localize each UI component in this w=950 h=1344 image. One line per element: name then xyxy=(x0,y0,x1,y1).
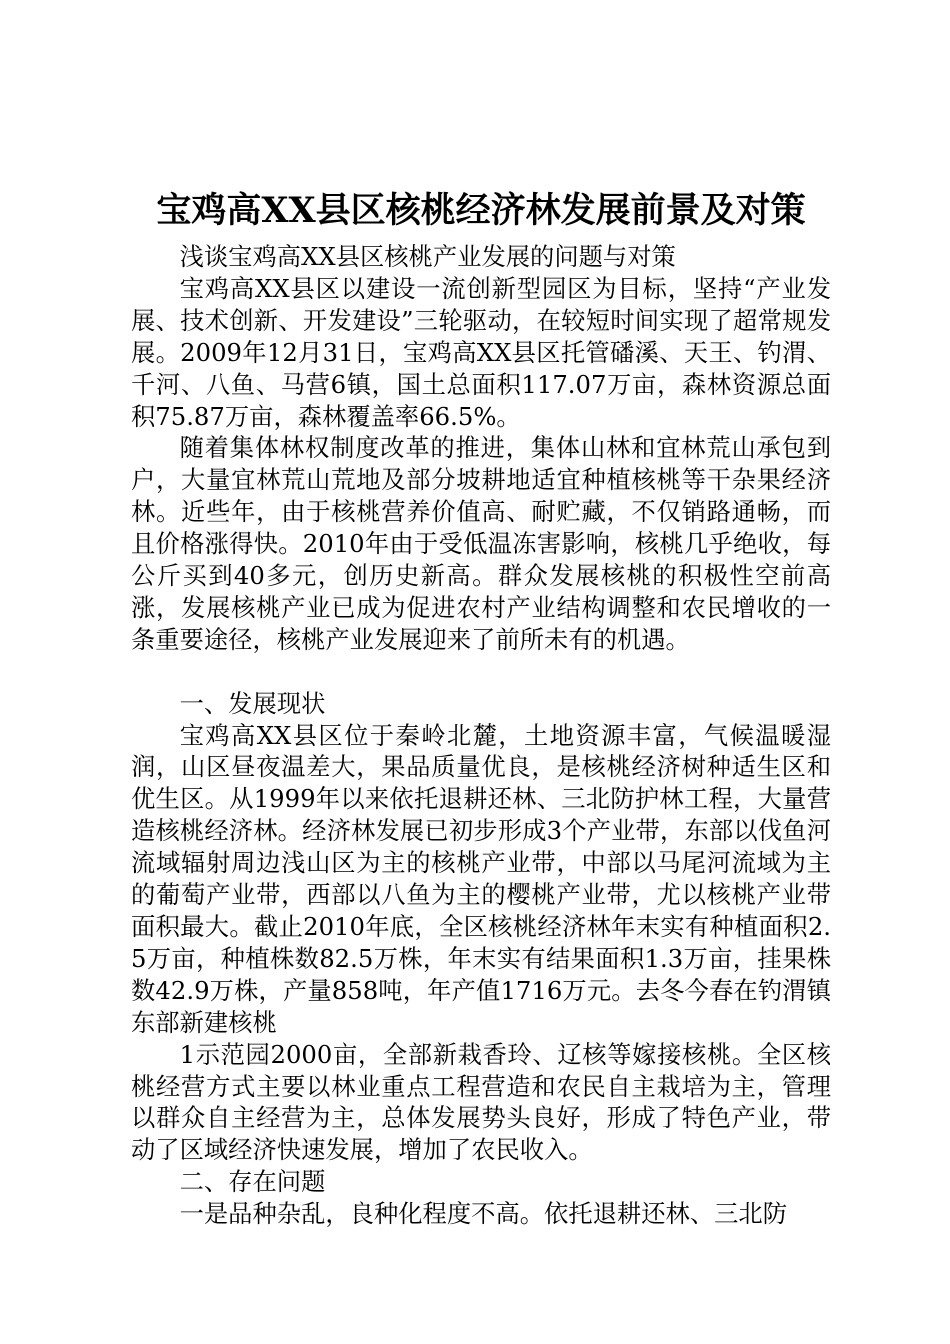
subtitle-paragraph: 浅谈宝鸡高XX县区核桃产业发展的问题与对策 xyxy=(179,242,676,271)
intro-paragraph: 宝鸡高XX县区以建设一流创新型园区为目标，坚持“产业发展、技术创新、开发建设”三轮驱动，在较短时间实现了超常规发展。2009年12月31日，宝鸡高XX县区托管磻溪、天王、钓渭、千河、八鱼、马营6镇，国土总面积117.07万亩，森林资源总面积75.87万亩，森林覆盖率66.5%。 xyxy=(131,273,831,431)
problem-one-paragraph: 一是品种杂乱，良种化程度不高。依托退耕还林、三北防 xyxy=(179,1199,788,1229)
blank-line xyxy=(131,656,831,688)
demo-garden-paragraph: 1示范园2000亩，全部新栽香玲、辽核等嫁接核桃。全区核桃经营方式主要以林业重点工程营造和农民自主栽培为主，管理以群众自主经营为主，总体发展势头良好，形成了特色产业，带动了区域经济快速发展，增加了农民收入。 xyxy=(131,1039,831,1165)
document-page xyxy=(131,185,831,1230)
document-body xyxy=(131,241,831,1230)
section-heading-status: 一、发展现状 xyxy=(179,688,326,718)
status-paragraph: 宝鸡高XX县区位于秦岭北麓，土地资源丰富，气候温暖湿润，山区昼夜温差大，果品质量优良，是核桃经济树种适生区和优生区。从1999年以来依托退耕还林、三北防护林工程，大量营造核桃经济林。经济林发展已初步形成3个产业带，东部以伐鱼河流域辐射周边浅山区为主的核桃产业带，中部以马尾河流域为主的葡萄产业带，西部以八鱼为主的樱桃产业带，尤以核桃产业带面积最大。截止2010年底，全区核桃经济林年末实有种植面积2.5万亩，种植株数82.5万株，年末实有结果面积1.3万亩，挂果株数42.9万株，产量858吨，年产值1716万元。去冬今春在钓渭镇东部新建核桃 xyxy=(131,720,831,1037)
document-title: 宝鸡高XX县区核桃经济林发展前景及对策 xyxy=(156,190,806,231)
reform-paragraph: 随着集体林权制度改革的推进，集体山林和宜林荒山承包到户，大量宜林荒山荒地及部分坡耕地适宜种植核桃等干杂果经济林。近些年，由于核桃营养价值高、耐贮藏，不仅销路通畅，而且价格涨得快。2010年由于受低温冻害影响，核桃几乎绝收，每公斤买到40多元，创历史新高。群众发展核桃的积极性空前高涨，发展核桃产业已成为促进农村产业结构调整和农民增收的一条重要途径，核桃产业发展迎来了前所未有的机遇。 xyxy=(131,433,831,654)
section-heading-problems: 二、存在问题 xyxy=(179,1167,326,1197)
